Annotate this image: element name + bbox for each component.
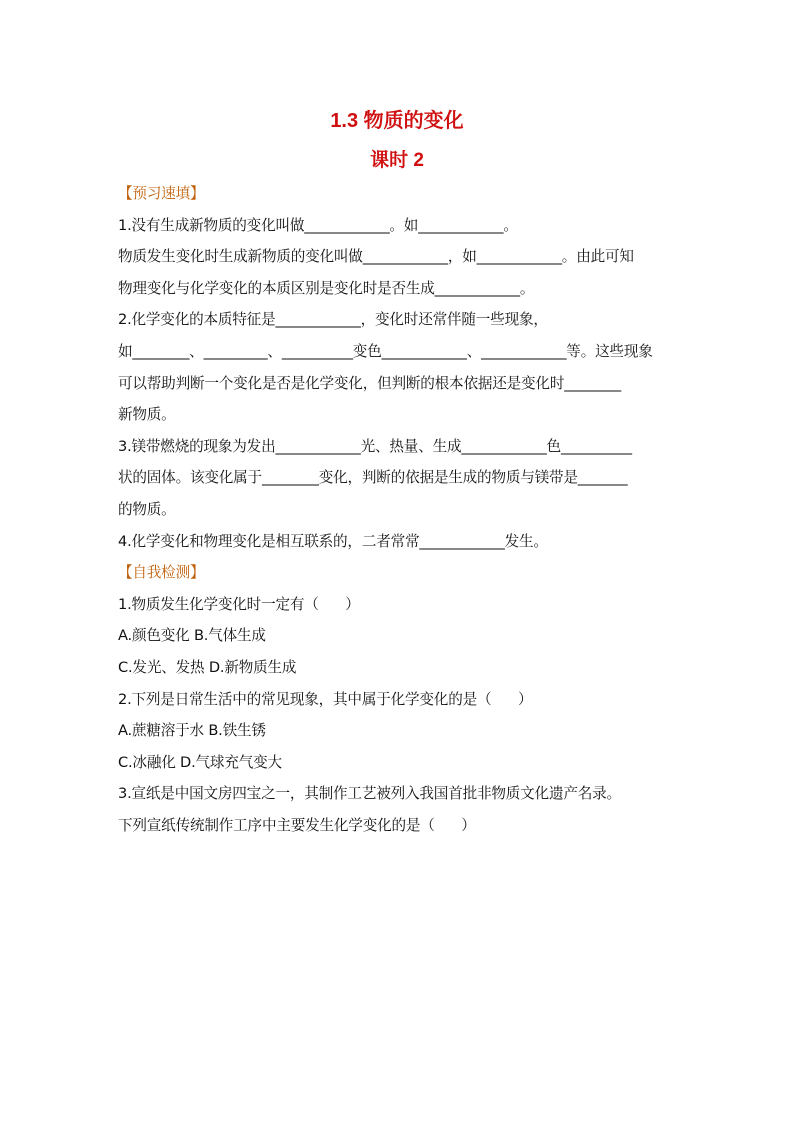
text-line: 物理变化与化学变化的本质区别是变化时是否生成____________。 <box>118 279 535 297</box>
text-line: 1.没有生成新物质的变化叫做____________。如____________。 <box>118 216 518 234</box>
question-line: 1.物质发生化学变化时一定有（ ） <box>118 595 360 613</box>
question-line: 2.下列是日常生活中的常见现象，其中属于化学变化的是（ ） <box>118 690 533 708</box>
text-line: 新物质。 <box>118 406 176 424</box>
text-line: 2.化学变化的本质特征是____________，变化时还常伴随一些现象， <box>118 311 548 329</box>
page-title: 1.3 物质的变化 <box>330 110 464 132</box>
text-line: 如________、_________、__________变色____________、____________等。这些现象 <box>118 342 653 360</box>
section-heading-preview: 【预习速填】 <box>118 185 205 202</box>
option-line: A.颜色变化 B.气体生成 <box>118 627 266 645</box>
text-line: 可以帮助判断一个变化是否是化学变化，但判断的根本依据还是变化时________ <box>118 374 621 392</box>
option-line: A.蔗糖溶于水 B.铁生锈 <box>118 722 266 740</box>
question-line: 下列宣纸传统制作工序中主要发生化学变化的是（ ） <box>118 816 476 834</box>
option-line: C.冰融化 D.气球充气变大 <box>118 753 282 771</box>
section-heading-self-check: 【自我检测】 <box>118 564 205 582</box>
option-line: C.发光、发热 D.新物质生成 <box>118 658 297 676</box>
text-line: 3.镁带燃烧的现象为发出____________光、热量、生成____________色__________ <box>118 437 632 455</box>
question-line: 3.宣纸是中国文房四宝之一，其制作工艺被列入我国首批非物质文化遗产名录。 <box>118 785 621 803</box>
text-line: 物质发生变化时生成新物质的变化叫做____________，如____________。由此可知 <box>118 248 634 266</box>
document-body <box>118 178 688 841</box>
text-line: 4.化学变化和物理变化是相互联系的，二者常常____________发生。 <box>118 532 548 550</box>
text-line: 状的固体。该变化属于________变化，判断的依据是生成的物质与镁带是_______ <box>118 469 628 487</box>
text-line: 的物质。 <box>118 500 176 518</box>
lesson-subtitle: 课时 2 <box>370 150 424 171</box>
